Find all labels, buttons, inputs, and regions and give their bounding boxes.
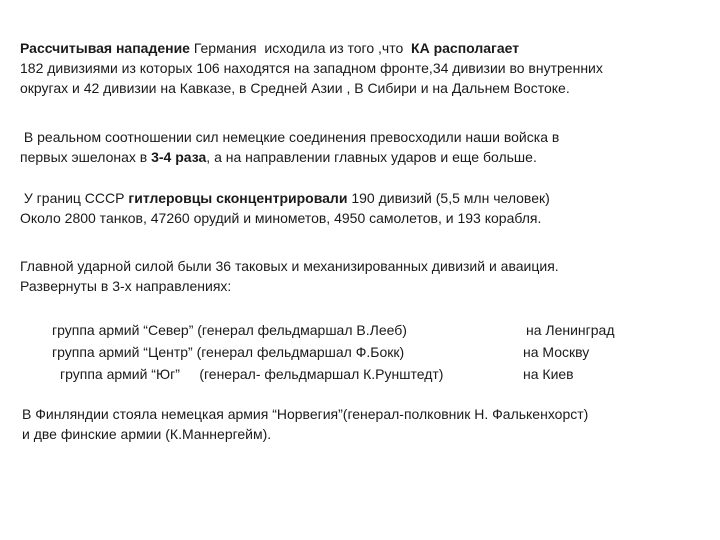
ratio-bold: 3-4 раза [151, 149, 207, 165]
forces-line-1 [20, 188, 710, 208]
army-group-center-target: на Москву [523, 344, 590, 360]
intro-text: Германия исходила из того ,что [189, 40, 412, 56]
ratio-line-1: В реальном соотношении сил немецкие соединения превосходили наши войска в [20, 129, 560, 145]
forces-post: 190 дивизий (5,5 млн человек) [347, 190, 550, 206]
paragraph-intro [20, 38, 710, 98]
ratio-post: , а на направлении главных ударов и еще больше. [206, 149, 537, 165]
strike-line-2: Развернуты в 3-х направлениях: [20, 278, 232, 294]
army-group-south-target: на Киев [523, 366, 574, 382]
forces-line-2: Около 2800 танков, 47260 орудий и минометов, 4950 самолетов, и 193 корабля. [20, 210, 542, 226]
ratio-pre: первых эшелонах в [20, 149, 152, 165]
forces-bold: гитлеровцы сконцентрировали [128, 190, 348, 206]
intro-line-2: 182 дивизиями из которых 106 находятся на западном фронте,34 дивизии во внутренних [20, 60, 603, 76]
army-group-north-name: группа армий “Север” (генерал фельдмаршал В.Лееб) [52, 322, 407, 338]
paragraph-strike [20, 256, 710, 296]
army-group-center-name: группа армий “Центр” (генерал фельдмаршал Ф.Бокк) [52, 344, 405, 360]
strike-line-1: Главной ударной силой были 36 таковых и механизированных дивизий и аваиция. [20, 258, 559, 274]
intro-bold-lead: Рассчитывая нападение [20, 40, 190, 56]
army-group-north-target: на Ленинград [526, 322, 615, 338]
paragraph-finland [22, 404, 712, 444]
paragraph-ratio [20, 127, 710, 167]
intro-bold-ka: КА располагает [411, 40, 520, 56]
intro-line-3: округах и 42 дивизии на Кавказе, в Средней Азии , В Сибири и на Дальнем Востоке. [20, 80, 570, 96]
intro-line-1 [20, 38, 710, 58]
finland-line-1: В Финляндии стояла немецкая армия “Норвегия”(генерал-полковник Н. Фалькенхорст) [22, 406, 589, 422]
forces-pre: У границ СССР [20, 190, 129, 206]
army-group-south-name: группа армий “Юг” (генерал- фельдмаршал К.Рунштедт) [60, 366, 444, 382]
ratio-line-2 [20, 147, 710, 167]
paragraph-forces [20, 188, 710, 228]
finland-line-2: и две финские армии (К.Маннергейм). [22, 426, 272, 442]
